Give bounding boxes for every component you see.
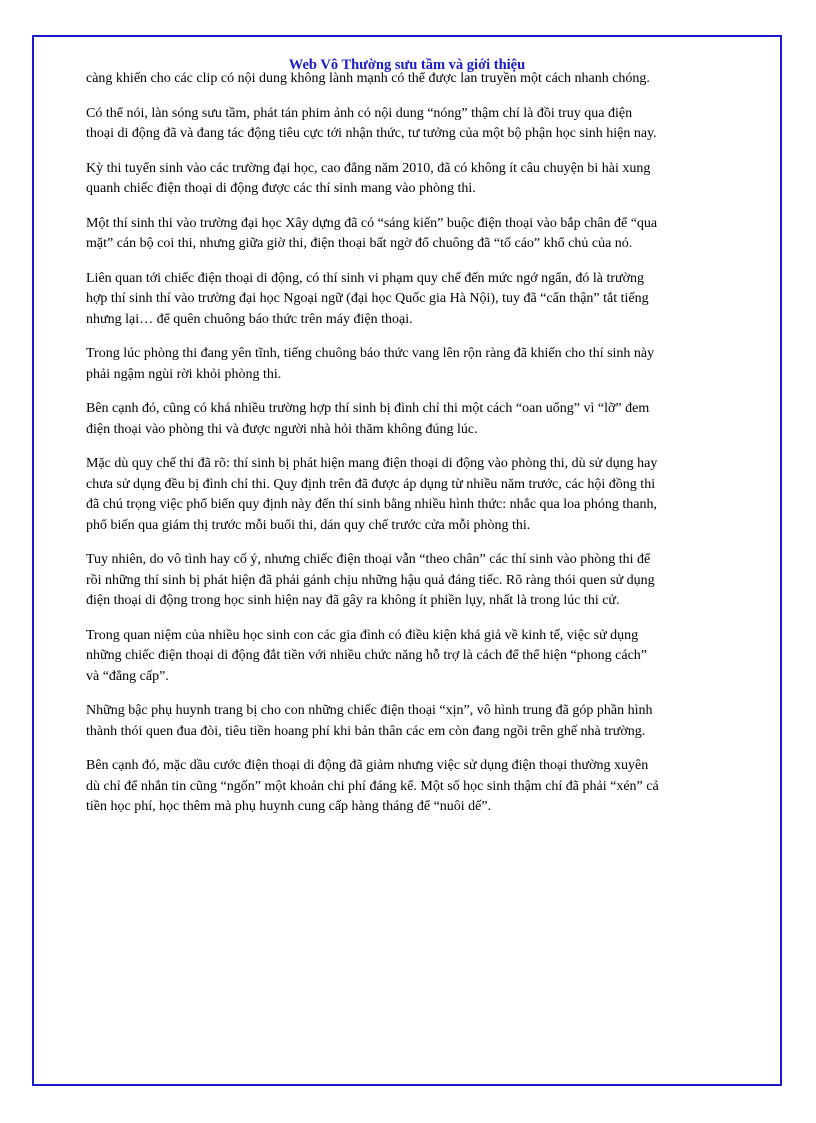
paragraph: Trong lúc phòng thi đang yên tĩnh, tiếng chuông báo thức vang lên rộn ràng đã khiến cho thí sinh này phải ngậm ngùi rời khỏi phòng thi. — [86, 346, 655, 382]
document-body — [86, 69, 662, 832]
paragraph: Kỳ thi tuyển sinh vào các trường đại học, cao đẳng năm 2010, đã có không ít câu chuyện bi hài xung quanh chiếc điện thoại di động được các thí sinh mang vào phòng thi. — [86, 160, 651, 196]
paragraph: Liên quan tới chiếc điện thoại di động, có thí sinh vi phạm quy chế đến mức ngớ ngẩn, đó là trường hợp thí sinh thí vào trường đại học Ngoại ngữ (đại học Quốc gia Hà Nội), tuy đã “cẩn thận” tắt tiếng nhưng lại… để quên chuông báo thức trên máy điện thoại. — [86, 270, 649, 327]
paragraph: Bên cạnh đó, mặc dầu cước điện thoại di động đã giảm nhưng việc sử dụng điện thoại thường xuyên dù chỉ để nhắn tin cũng “ngốn” một khoản chi phí đáng kể. Một số học sinh thậm chí đã phải “xén” cả tiền học phí, học thêm mà phụ huynh cung cấp hàng tháng để “nuôi dế”. — [86, 758, 659, 814]
paragraph: Mặc dù quy chế thi đã rõ: thí sinh bị phát hiện mang điện thoại di động vào phòng thi, dù sử dụng hay chưa sử dụng đều bị đình chỉ thi. Quy định trên đã được áp dụng từ nhiều năm trước, các hội đồng thi đã chú trọng việc phổ biến quy định này đến thí sinh bằng nhiều hình thức: nhắc qua loa phóng thanh, phổ biến qua giám thị trước mỗi buổi thi, dán quy chế trước cửa mỗi phòng thi. — [86, 456, 658, 533]
paragraph: Những bậc phụ huynh trang bị cho con những chiếc điện thoại “xịn”, vô hình trung đã góp phần hình thành thói quen đua đòi, tiêu tiền hoang phí khi bản thân các em còn đang ngồi trên ghế nhà trường. — [86, 703, 653, 739]
paragraph: Có thể nói, làn sóng sưu tầm, phát tán phim ảnh có nội dung “nóng” thậm chí là đồi truy qua điện thoại di động đã và đang tác động tiêu cực tới nhận thức, tư tưởng của một bộ phận học sinh hiện nay. — [86, 105, 657, 141]
page-header-title: Web Vô Thường sưu tầm và giới thiệu — [288, 57, 526, 73]
paragraph: Trong quan niệm của nhiều học sinh con các gia đình có điều kiện khá giả về kinh tế, việc sử dụng những chiếc điện thoại di động đắt tiền với nhiều chức năng hỗ trợ là cách để thể hiện “phong cách” và “đẳng cấp”. — [86, 627, 648, 684]
paragraph: càng khiến cho các clip có nội dung không lành mạnh có thể được lan truyền một cách nhanh chóng. — [86, 71, 650, 86]
paragraph: Bên cạnh đó, cũng có khá nhiều trường hợp thí sinh bị đình chỉ thi một cách “oan uổng” vì “lỡ” đem điện thoại vào phòng thi và được người nhà hỏi thăm không đúng lúc. — [86, 401, 650, 437]
paragraph: Tuy nhiên, do vô tình hay cố ý, nhưng chiếc điện thoại vẫn “theo chân” các thí sinh vào phòng thi để rồi những thí sinh bị phát hiện đã phải gánh chịu những hậu quả đáng tiếc. Rõ ràng thói quen sử dụng điện thoại di động trong học sinh hiện nay đã gây ra không ít phiền lụy, nhất là trong lúc thi cử. — [86, 552, 655, 608]
paragraph: Một thí sinh thi vào trường đại học Xây dựng đã có “sáng kiến” buộc điện thoại vào bắp chân để “qua mặt” cán bộ coi thi, nhưng giữa giờ thi, điện thoại bất ngờ đổ chuông đã “tố cáo” khổ chủ của nó. — [86, 215, 658, 251]
